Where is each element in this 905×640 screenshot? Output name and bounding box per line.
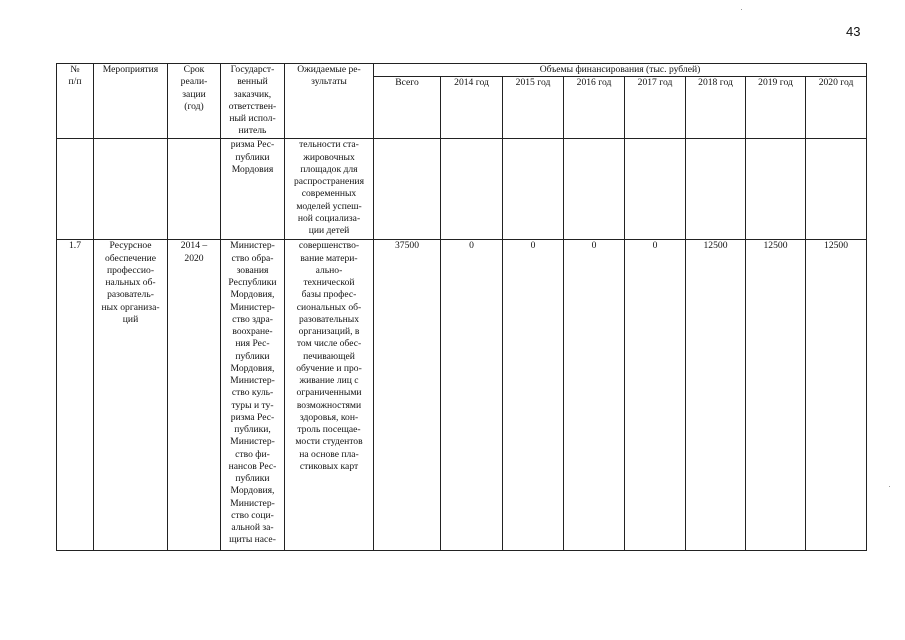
cell-empty bbox=[564, 139, 625, 240]
row-term: 2014 – 2020 bbox=[168, 240, 221, 551]
header-year-2017: 2017 год bbox=[625, 77, 686, 139]
header-total: Всего bbox=[374, 77, 441, 139]
cell-empty bbox=[57, 139, 94, 240]
page-number: 43 bbox=[846, 24, 861, 39]
cell-empty bbox=[503, 139, 564, 240]
header-term: Срок реали- зации (год) bbox=[168, 64, 221, 139]
header-num: № п/п bbox=[57, 64, 94, 139]
continuation-row bbox=[57, 139, 867, 240]
row-value-2015: 0 bbox=[503, 240, 564, 551]
cell-empty bbox=[441, 139, 503, 240]
continuation-customer: ризма Рес- публики Мордовия bbox=[221, 139, 285, 240]
header-row-1 bbox=[57, 64, 867, 77]
row-number: 1.7 bbox=[57, 240, 94, 551]
scan-speck bbox=[889, 486, 890, 487]
row-value-2019: 12500 bbox=[746, 240, 806, 551]
header-measures: Мероприятия bbox=[94, 64, 168, 139]
row-value-2020: 12500 bbox=[806, 240, 867, 551]
header-customer: Государст- венный заказчик, ответствен- ный испол- нитель bbox=[221, 64, 285, 139]
cell-empty bbox=[686, 139, 746, 240]
row-total: 37500 bbox=[374, 240, 441, 551]
header-year-2018: 2018 год bbox=[686, 77, 746, 139]
header-year-2014: 2014 год bbox=[441, 77, 503, 139]
row-measure: Ресурсное обеспечение профессио- нальных об- разователь- ных организа- ций bbox=[94, 240, 168, 551]
row-value-2017: 0 bbox=[625, 240, 686, 551]
scan-speck bbox=[741, 9, 742, 10]
cell-empty bbox=[374, 139, 441, 240]
table-row-1-7 bbox=[57, 240, 867, 551]
cell-empty bbox=[625, 139, 686, 240]
funding-table bbox=[56, 63, 867, 551]
continuation-results: тельности ста- жировочных площадок для распространения современных моделей успеш- ной социализа- ции детей bbox=[285, 139, 374, 240]
header-year-2019: 2019 год bbox=[746, 77, 806, 139]
row-results: совершенство- вание матери- ально- технической базы профес- сиональных об- разовательных организаций, в том числе обес- печивающей обучение и про- живание лиц с ограниченными возможностями здоровья, кон- троль посещае- мости студентов на основе пла- стиковых карт bbox=[285, 240, 374, 551]
row-value-2014: 0 bbox=[441, 240, 503, 551]
cell-empty bbox=[746, 139, 806, 240]
row-customer: Министер- ство обра- зования Республики Мордовия, Министер- ство здра- воохране- ния Рес- публики Мордовия, Министер- ство куль- туры и ту- ризма Рес- публики, Министер- ство фи- нансов Рес- публики Мордовия, Министер- ство соци- альной за- щиты насе- bbox=[221, 240, 285, 551]
header-year-2016: 2016 год bbox=[564, 77, 625, 139]
row-value-2018: 12500 bbox=[686, 240, 746, 551]
header-year-2015: 2015 год bbox=[503, 77, 564, 139]
cell-empty bbox=[168, 139, 221, 240]
cell-empty bbox=[94, 139, 168, 240]
header-year-2020: 2020 год bbox=[806, 77, 867, 139]
row-value-2016: 0 bbox=[564, 240, 625, 551]
cell-empty bbox=[806, 139, 867, 240]
header-results: Ожидаемые ре- зультаты bbox=[285, 64, 374, 139]
header-funding: Объемы финансирования (тыс. рублей) bbox=[374, 64, 867, 77]
